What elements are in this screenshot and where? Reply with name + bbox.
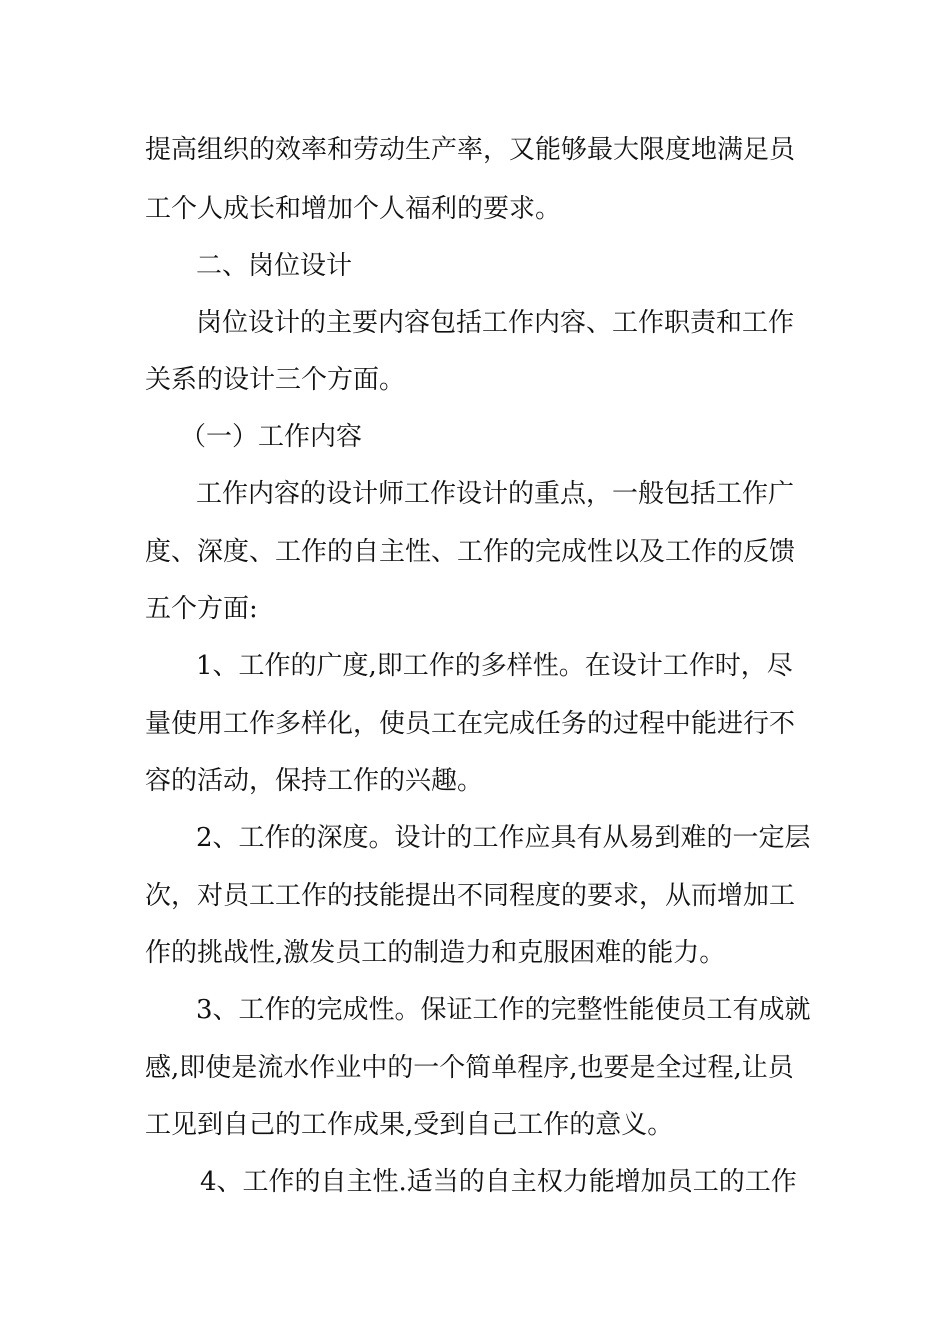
section-heading: 二、岗位设计 xyxy=(196,251,353,281)
text-line: 作的挑战性,激发员工的制造力和克服困难的能力。 xyxy=(145,938,726,968)
text-line: 感,即使是流水作业中的一个简单程序,也要是全过程,让员 xyxy=(145,1053,794,1083)
list-item-line: 1、工作的广度,即工作的多样性。在设计工作时，尽 xyxy=(196,651,793,681)
text-line: 工个人成长和增加个人福利的要求。 xyxy=(145,194,562,224)
text-line: 工见到自己的工作成果,受到自己工作的意义。 xyxy=(145,1110,674,1140)
text-line: 提高组织的效率和劳动生产率，又能够最大限度地满足员 xyxy=(145,135,796,165)
text-line: 次，对员工工作的技能提出不同程度的要求，从而增加工 xyxy=(145,881,796,911)
text-line: 五个方面: xyxy=(145,594,258,624)
text-line: 工作内容的设计师工作设计的重点，一般包括工作广 xyxy=(196,479,795,509)
text-line: 度、深度、工作的自主性、工作的完成性以及工作的反馈 xyxy=(145,537,796,567)
text-line: 量使用工作多样化，使员工在完成任务的过程中能进行不 xyxy=(145,709,796,739)
text-line: 关系的设计三个方面。 xyxy=(145,365,406,395)
list-item-line: 4、工作的自主性.适当的自主权力能增加员工的工作 xyxy=(200,1167,797,1197)
list-item-line: 3、工作的完成性。保证工作的完整性能使员工有成就 xyxy=(196,995,811,1025)
text-line: 岗位设计的主要内容包括工作内容、工作职责和工作 xyxy=(196,308,795,338)
list-item-line: 2、工作的深度。设计的工作应具有从易到难的一定层 xyxy=(196,823,811,853)
text-line: 容的活动，保持工作的兴趣。 xyxy=(145,766,484,796)
subsection-heading: （一）工作内容 xyxy=(180,422,363,452)
